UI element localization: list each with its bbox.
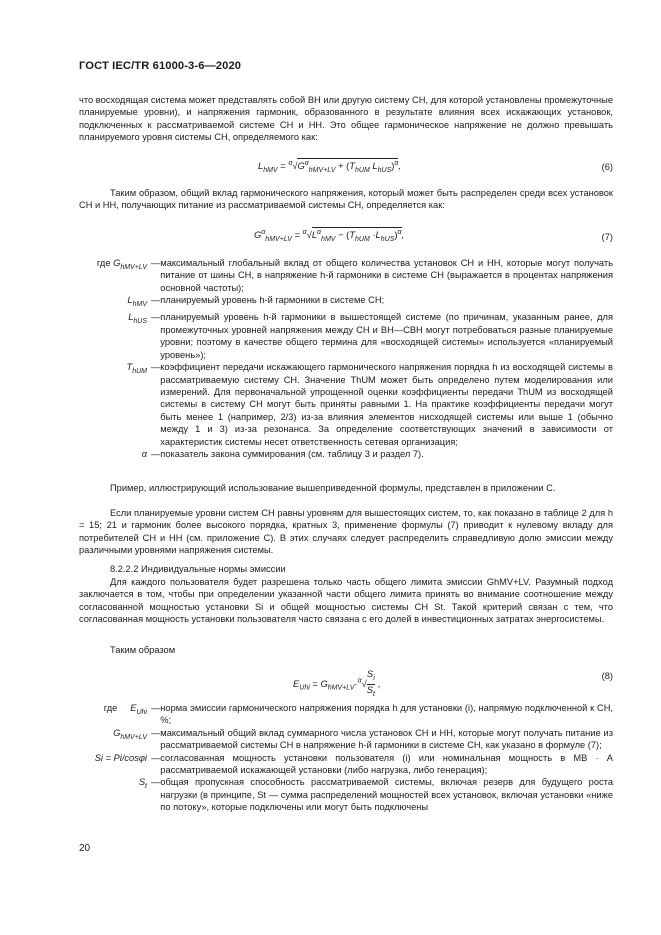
paragraph-thus: Таким образом — [110, 645, 176, 655]
paragraph-intro: что восходящая система может представлять собой ВН или другую систему СН, для которой установлены промежуточные планируемые уровни), и напряжения гармоник, образованного в результате влияния всех искажающих установок, подключенных к рассматриваемой системе СН и НН. Это общее гармоническое напряжение не должно превышать планируемого уровня системы СН, определяемого как: — [79, 95, 613, 143]
definition-row: $S_t$ — общая пропускная способность рассматриваемой системы, включая резерв для будущего роста нагрузки (в принципе, St — сумма распределений мощностей всех установок, включая установки «ниже по потоку», которые подключены или могут быть подключены — [138, 777, 613, 813]
paragraph-total-contribution: Таким образом, общий вклад гармонического напряжения, который может быть распределен среди всех установок СН и НН, получающих питание из рассматриваемой системы СН, определяется как: — [79, 188, 613, 211]
definition-row: α — показатель закона суммирования (см. таблицу 3 и раздел 7). — [141, 448, 424, 459]
definition-row: $L_{hUS}$ — планируемый уровень h-й гармоники в вышестоящей системе (по причинам, указанным ранее, для промежуточных уровней напряжения между СН и ВН—СВН могут потребоваться разные планируемые уровни; поэтому в качестве общего термина для «восходящей системы» используется «планируемый уровень»); — [128, 312, 613, 360]
definitions-formula-8 — [79, 702, 613, 814]
definition-row: Si = Pi/cosφi — согласованная мощность установки пользователя (i) или номинальная мощность в МВ · А рассматриваемой искажающей установки (либо нагрузка, либо генерация); — [94, 752, 613, 776]
page-number: 20 — [79, 843, 91, 854]
formula-6-number: (6) — [601, 162, 613, 172]
section-heading-8222: 8.2.2.2 Индивидуальные нормы эмиссии — [110, 564, 286, 574]
formula-8: $E_{Uhi} = G_{hMV+LV}\cdot^\alpha√$ $\frac{S_i}{S_t}$ , — [293, 668, 381, 698]
paragraph-planning-levels: Если планируемые уровни систем СН равны уровням для вышестоящих систем, то, как показано в таблице 2 для h = 15; 21 и гармоник более высокого порядка, кратных 3, применение формулы (7) приводит к нулевому вкладу для потребителей СН и НН (см. приложение С). В этих случаях следует распределить справедливую долю эмиссии между различными уровнями напряжения системы. — [79, 508, 613, 556]
definition-row: где $G_{hMV+LV}$ — максимальный глобальный вклад от общего количества установок СН и НН, которые могут получать питание от шины СН, в напряжение h-й гармоники в системе СН (выражается в процентах напряжения основной частоты); — [96, 258, 613, 293]
formula-8-number: (8) — [601, 671, 613, 681]
formula-7: $G^\alpha_{hMV+LV} = ^\alpha√L^\alpha_{hMV} - (T_{hUM} \cdot L_{hUS})^\alpha$, — [254, 229, 405, 243]
document-header: ГОСТ IEC/TR 61000-3-6—2020 — [79, 60, 242, 72]
formula-6: $L_{hMV} = ^\alpha√G^\alpha_{hMV+LV} + (T_{hUM}$ $L_{hUS})^\alpha$, — [258, 160, 401, 174]
paragraph-example: Пример, иллюстрирующий использование вышеприведенной формулы, представлен в приложении С. — [110, 483, 556, 493]
definition-row: $G_{hMV+LV}$ — максимальный общий вклад суммарного числа установок СН и НН, которые могут получать питание из рассматриваемой системы СН в напряжение h-й гармоники в системе СН, как указано в формуле (7); — [113, 727, 613, 751]
paragraph-individual-limits: Для каждого пользователя будет разрешена только часть общего лимита эмиссии GhMV+LV. Разумный подход заключается в том, чтобы при определении указанной части общего лимита принять во внимание соотношение между согласованной мощностью установки Si и общей мощностью системы СН St. Такой критерий связан с тем, что согласованная мощность установки пользователя часто связана с его долей в инвестиционных затратах энергосистемы. — [79, 577, 613, 625]
definition-row: $L_{hMV}$ — планируемый уровень h-й гармоники в системе СН; — [127, 295, 385, 309]
formula-7-number: (7) — [601, 232, 613, 242]
definitions-formula-7 — [79, 257, 613, 460]
definition-row: $T_{hUM}$ — коэффициент передачи искажающего гармонического напряжения порядка h из восходящей системы в рассматриваемую систему СН. Значение ThUM может быть определено путем моделирования или измерений. Для первоначальной упрощенной оценки коэффициенты передачи ThUM из восходящей системы в систему СН могут быть приняты равными 1. На практике коэффициенты передачи могут быть менее 1 (например, 2/3) из-за влияния элементов нисходящей системы или выше 1 (обычно между 1 и 3) из-за резонанса. За определение соответствующих значений в зависимости от характеристик системы несет ответственность сетевая организация; — [126, 362, 613, 447]
definition-row: где $E_{Uhi}$ — норма эмиссии гармонического напряжения порядка h для установки (i), напрямую подключенной к СН, %; — [103, 703, 613, 726]
